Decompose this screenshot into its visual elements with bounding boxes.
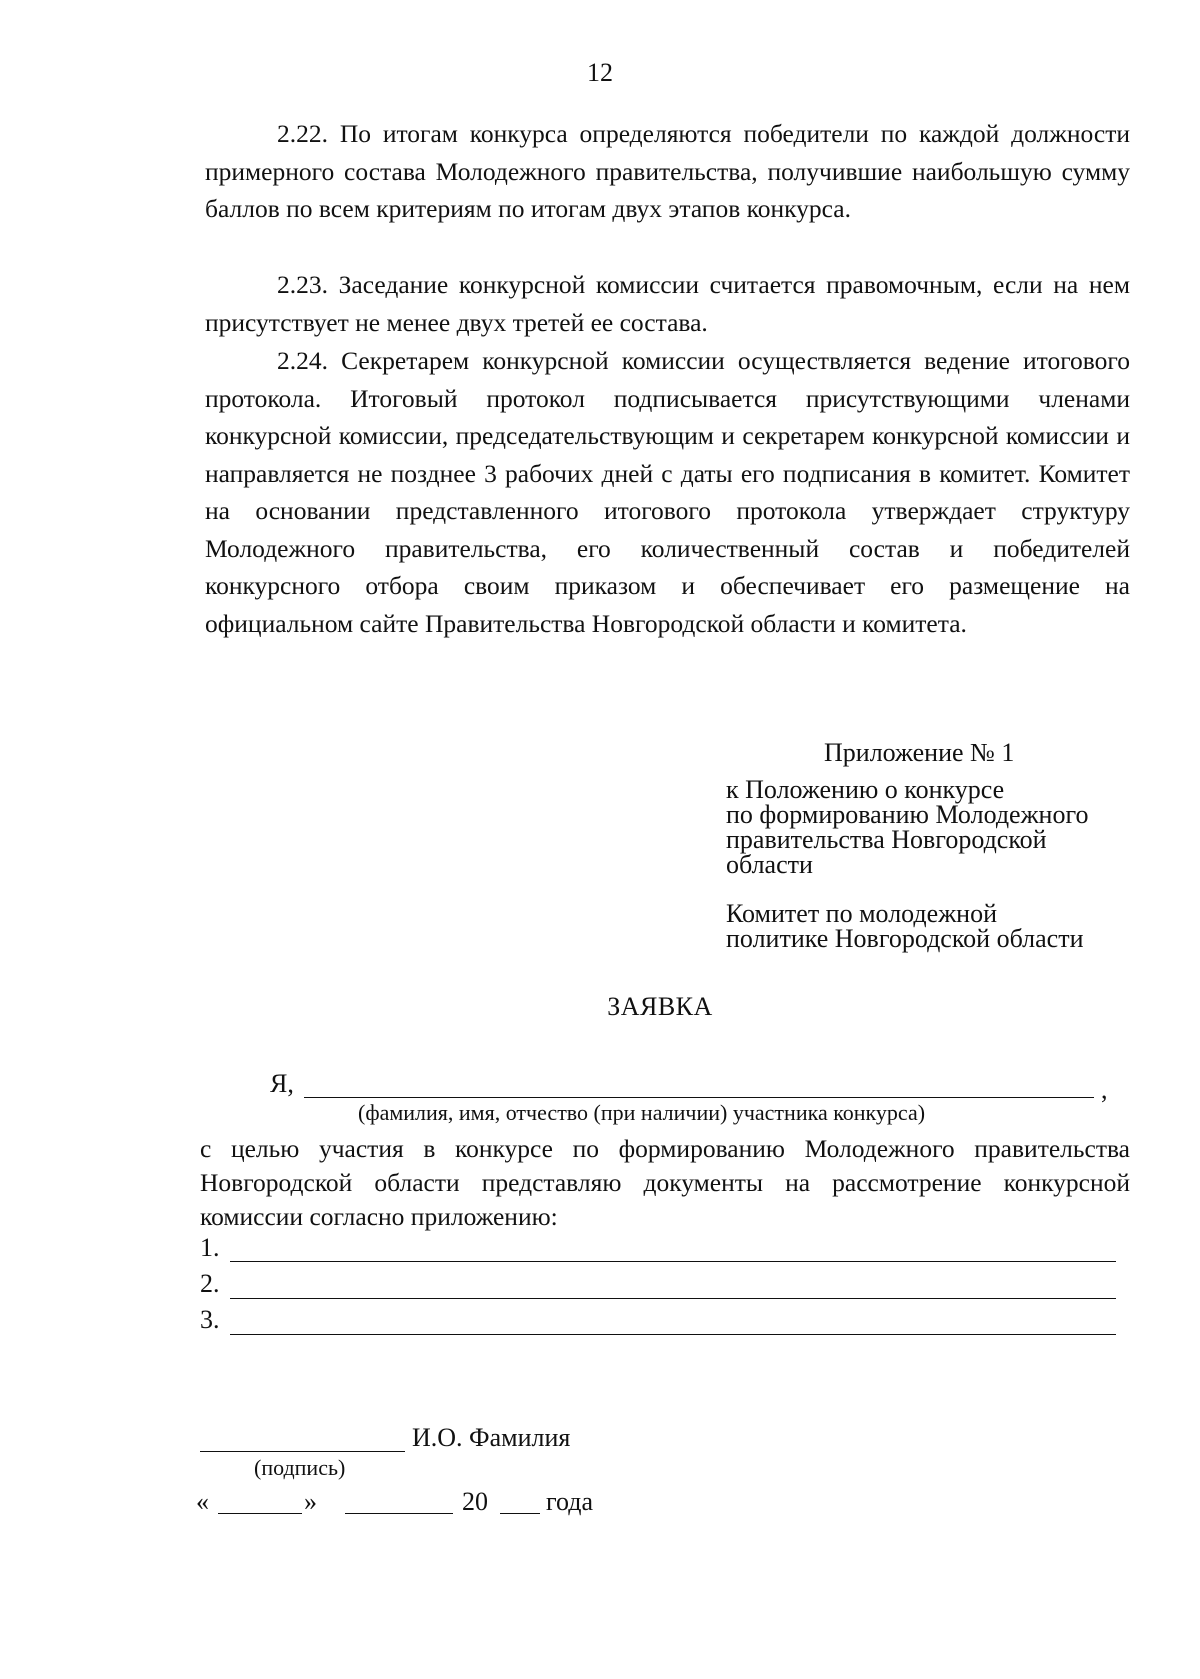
appendix-line: по формированию Молодежного — [726, 800, 1089, 829]
date-month-line[interactable] — [345, 1513, 453, 1514]
item-field-line[interactable] — [230, 1298, 1116, 1299]
appendix-block — [726, 740, 1166, 951]
date-year-prefix: 20 — [462, 1487, 488, 1516]
appendix-line: области — [726, 850, 813, 879]
ya-label: Я, — [270, 1069, 294, 1098]
name-comma: , — [1101, 1075, 1108, 1104]
date-close-quote: » — [304, 1487, 317, 1516]
signature-field-line[interactable] — [200, 1451, 405, 1452]
signature-name: И.О. Фамилия — [412, 1423, 571, 1452]
item-number: 1. — [200, 1233, 220, 1262]
addressee-line: политике Новгородской области — [726, 924, 1084, 953]
appendix-line: к Положению о конкурсе — [726, 775, 1005, 804]
signature-hint: (подпись) — [254, 1455, 346, 1480]
page-number: 12 — [587, 58, 613, 87]
form-heading: ЗАЯВКА — [607, 992, 713, 1021]
date-day-line[interactable] — [218, 1513, 302, 1514]
item-number: 2. — [200, 1269, 220, 1298]
item-field-line[interactable] — [230, 1261, 1116, 1262]
addressee-line: Комитет по молодежной — [726, 899, 997, 928]
form-body-text: с целью участия в конкурсе по формированию Молодежного правительства Новгородской области представляю документы на рассмотрение конкурсной комиссии согласно приложению: — [200, 1134, 1130, 1231]
paragraph-2-22: 2.22. По итогам конкурса определяются победители по каждой должности примерного состава Молодежного правительства, получившие наибольшую сумму баллов по всем критериям по итогам двух этапов конкурса. — [205, 119, 1130, 223]
date-year-line[interactable] — [500, 1513, 540, 1514]
appendix-title: Приложение № 1 — [824, 738, 1015, 767]
date-open-quote: « — [196, 1487, 209, 1516]
appendix-line: правительства Новгородской — [726, 825, 1047, 854]
name-hint: (фамилия, имя, отчество (при наличии) участника конкурса) — [358, 1100, 926, 1125]
date-suffix: года — [546, 1487, 594, 1516]
name-field-line[interactable] — [304, 1097, 1094, 1098]
paragraph-2-23: 2.23. Заседание конкурсной комиссии считается правомочным, если на нем присутствует не менее двух третей ее состава. — [205, 270, 1130, 337]
item-field-line[interactable] — [230, 1334, 1116, 1335]
paragraph-2-24: 2.24. Секретарем конкурсной комиссии осуществляется ведение итогового протокола. Итоговый протокол подписывается присутствующими членами конкурсной комиссии, председательствующим и секретарем конкурсной комиссии и направляется не позднее 3 рабочих дней с даты его подписания в комитет. Комитет на основании представленного итогового протокола утверждает структуру Молодежного правительства, его количественный состав и победителей конкурсного отбора своим приказом и обеспечивает его размещение на официальном сайте Правительства Новгородской области и комитета. — [205, 346, 1130, 638]
item-number: 3. — [200, 1305, 220, 1334]
